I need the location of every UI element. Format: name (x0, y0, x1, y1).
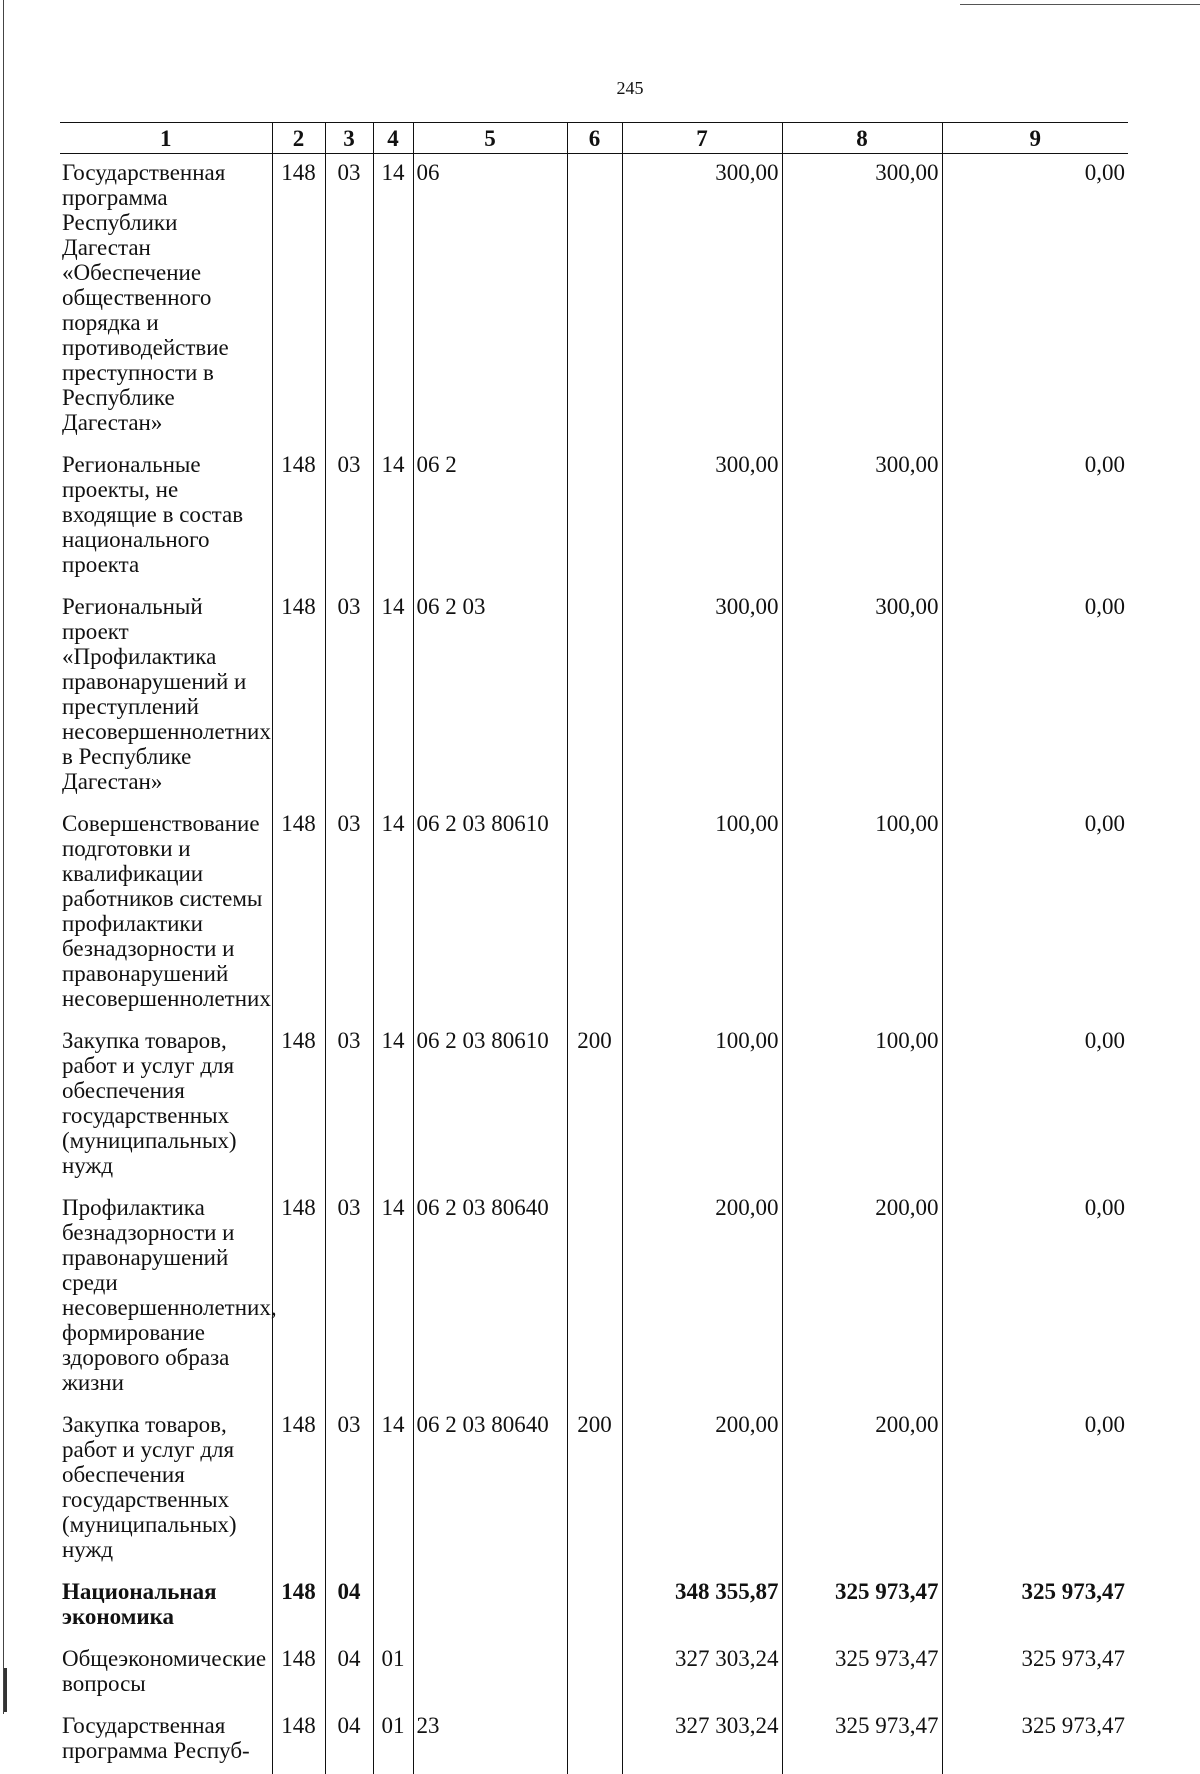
column-header-9: 9 (942, 123, 1128, 154)
table-row (60, 446, 1128, 588)
cell-target-article: 06 (413, 154, 567, 447)
cell-expense-type: 200 (567, 1406, 622, 1573)
table-row (60, 1022, 1128, 1189)
cell-amount-col8: 100,00 (782, 805, 942, 1022)
cell-amount-col9: 0,00 (942, 154, 1128, 447)
table-row (60, 805, 1128, 1022)
cell-target-article: 06 2 03 80640 (413, 1406, 567, 1573)
cell-expense-type (567, 588, 622, 805)
column-header-3: 3 (325, 123, 373, 154)
cell-amount-col7: 100,00 (622, 1022, 782, 1189)
cell-expense-type (567, 154, 622, 447)
cell-expense-type (567, 1189, 622, 1406)
cell-subsection: 14 (373, 1022, 413, 1189)
cell-amount-col7: 200,00 (622, 1189, 782, 1406)
cell-amount-col9: 0,00 (942, 446, 1128, 588)
cell-subsection: 14 (373, 1406, 413, 1573)
cell-expense-type (567, 805, 622, 1022)
page-number: 245 (616, 78, 644, 98)
cell-section: 03 (325, 1406, 373, 1573)
cell-ministry-code: 148 (272, 805, 325, 1022)
scan-bottom-mark (4, 1668, 7, 1712)
cell-expense-type (567, 1573, 622, 1640)
row-name: Закупка товаров, работ и услуг для обеспечения государственных (муниципальных) нужд (60, 1406, 272, 1573)
cell-amount-col8: 325 973,47 (782, 1707, 942, 1774)
budget-table (60, 122, 1128, 1774)
cell-subsection: 14 (373, 154, 413, 447)
column-header-1: 1 (60, 123, 272, 154)
row-name: Государственная программа Респуб- (60, 1707, 272, 1774)
cell-section: 03 (325, 805, 373, 1022)
cell-section: 04 (325, 1573, 373, 1640)
cell-amount-col7: 327 303,24 (622, 1640, 782, 1707)
scan-left-edge (3, 0, 4, 1714)
cell-target-article: 06 2 03 80610 (413, 1022, 567, 1189)
cell-amount-col9: 325 973,47 (942, 1640, 1128, 1707)
table-row (60, 154, 1128, 447)
cell-amount-col9: 0,00 (942, 588, 1128, 805)
table-row (60, 1640, 1128, 1707)
cell-subsection: 01 (373, 1707, 413, 1774)
cell-target-article (413, 1573, 567, 1640)
cell-amount-col8: 300,00 (782, 154, 942, 447)
cell-expense-type: 200 (567, 1022, 622, 1189)
cell-expense-type (567, 1707, 622, 1774)
row-name: Государственная программа Республики Дагестан «Обеспечение общественного порядка и противодействие преступности в Республике Дагестан» (60, 154, 272, 447)
cell-ministry-code: 148 (272, 1707, 325, 1774)
cell-target-article (413, 1640, 567, 1707)
cell-section: 03 (325, 154, 373, 447)
cell-subsection: 14 (373, 1189, 413, 1406)
table-row (60, 1707, 1128, 1774)
column-header-7: 7 (622, 123, 782, 154)
table-row (60, 1573, 1128, 1640)
cell-amount-col8: 200,00 (782, 1406, 942, 1573)
cell-subsection: 01 (373, 1640, 413, 1707)
cell-amount-col9: 0,00 (942, 1189, 1128, 1406)
column-header-2: 2 (272, 123, 325, 154)
column-header-5: 5 (413, 123, 567, 154)
cell-subsection: 14 (373, 588, 413, 805)
cell-target-article: 06 2 (413, 446, 567, 588)
scan-top-rule (960, 4, 1200, 5)
cell-amount-col8: 200,00 (782, 1189, 942, 1406)
cell-ministry-code: 148 (272, 588, 325, 805)
cell-amount-col8: 100,00 (782, 1022, 942, 1189)
cell-ministry-code: 148 (272, 446, 325, 588)
cell-amount-col9: 0,00 (942, 1406, 1128, 1573)
cell-section: 04 (325, 1640, 373, 1707)
row-name: Национальная экономика (60, 1573, 272, 1640)
cell-section: 03 (325, 1189, 373, 1406)
row-name: Региональный проект «Профилактика правонарушений и преступлений несовершеннолетних в Республике Дагестан» (60, 588, 272, 805)
cell-target-article: 06 2 03 80610 (413, 805, 567, 1022)
cell-amount-col7: 100,00 (622, 805, 782, 1022)
row-name: Общеэкономические вопросы (60, 1640, 272, 1707)
cell-ministry-code: 148 (272, 1022, 325, 1189)
header-row (60, 123, 1128, 154)
cell-amount-col7: 300,00 (622, 446, 782, 588)
row-name: Совершенствование подготовки и квалификации работников системы профилактики безнадзорности и правонарушений несовершеннолетних (60, 805, 272, 1022)
cell-amount-col7: 348 355,87 (622, 1573, 782, 1640)
cell-amount-col7: 300,00 (622, 588, 782, 805)
cell-amount-col9: 325 973,47 (942, 1707, 1128, 1774)
column-header-8: 8 (782, 123, 942, 154)
cell-section: 04 (325, 1707, 373, 1774)
table-row (60, 1406, 1128, 1573)
cell-amount-col7: 200,00 (622, 1406, 782, 1573)
column-header-4: 4 (373, 123, 413, 154)
cell-subsection (373, 1573, 413, 1640)
cell-subsection: 14 (373, 446, 413, 588)
cell-amount-col9: 0,00 (942, 805, 1128, 1022)
cell-amount-col9: 0,00 (942, 1022, 1128, 1189)
cell-expense-type (567, 1640, 622, 1707)
cell-subsection: 14 (373, 805, 413, 1022)
table-row (60, 588, 1128, 805)
cell-amount-col7: 300,00 (622, 154, 782, 447)
cell-expense-type (567, 446, 622, 588)
cell-ministry-code: 148 (272, 1573, 325, 1640)
cell-amount-col8: 325 973,47 (782, 1640, 942, 1707)
cell-ministry-code: 148 (272, 1640, 325, 1707)
row-name: Региональные проекты, не входящие в состав национального проекта (60, 446, 272, 588)
cell-section: 03 (325, 446, 373, 588)
cell-amount-col8: 300,00 (782, 588, 942, 805)
cell-target-article: 23 (413, 1707, 567, 1774)
cell-amount-col8: 300,00 (782, 446, 942, 588)
column-header-6: 6 (567, 123, 622, 154)
cell-target-article: 06 2 03 (413, 588, 567, 805)
table-row (60, 1189, 1128, 1406)
cell-target-article: 06 2 03 80640 (413, 1189, 567, 1406)
cell-section: 03 (325, 1022, 373, 1189)
row-name: Профилактика безнадзорности и правонарушений среди несовершеннолетних, формирование здорового образа жизни (60, 1189, 272, 1406)
cell-amount-col8: 325 973,47 (782, 1573, 942, 1640)
cell-amount-col7: 327 303,24 (622, 1707, 782, 1774)
cell-section: 03 (325, 588, 373, 805)
row-name: Закупка товаров, работ и услуг для обеспечения государственных (муниципальных) нужд (60, 1022, 272, 1189)
cell-ministry-code: 148 (272, 1406, 325, 1573)
cell-ministry-code: 148 (272, 154, 325, 447)
cell-amount-col9: 325 973,47 (942, 1573, 1128, 1640)
cell-ministry-code: 148 (272, 1189, 325, 1406)
